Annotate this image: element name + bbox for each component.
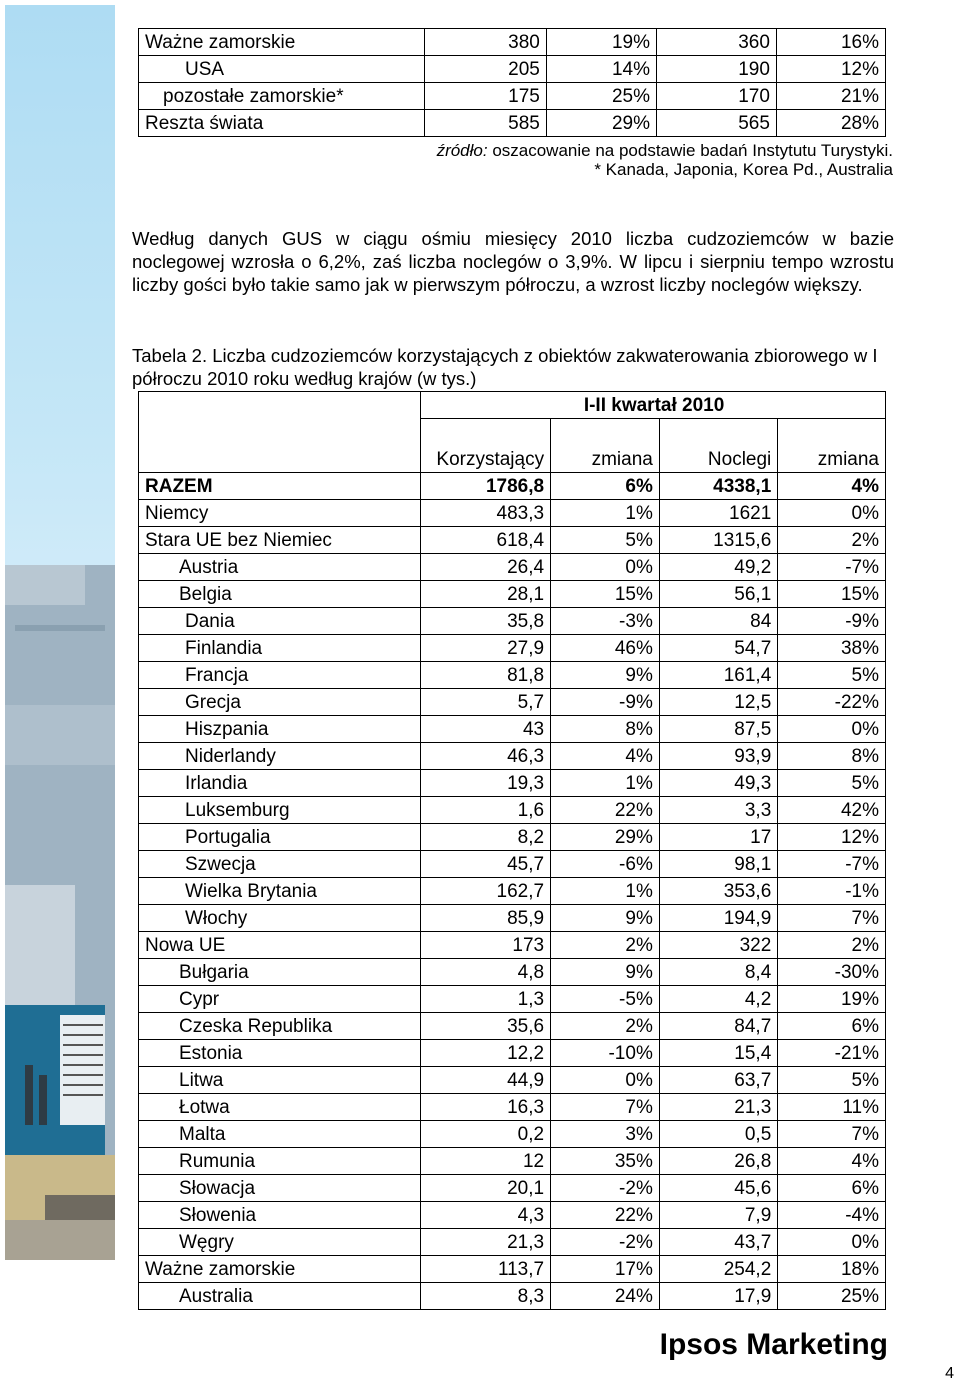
page-number: 4 — [945, 1365, 954, 1382]
row-label: Słowenia — [139, 1202, 421, 1229]
table-row — [139, 29, 886, 56]
cell-value: 4% — [551, 743, 660, 770]
cell-value: 565 — [656, 110, 776, 137]
row-label: Ważne zamorskie — [139, 29, 425, 56]
col-header-visitors: Korzystający — [421, 419, 551, 473]
table-row — [139, 581, 886, 608]
row-label: Wielka Brytania — [139, 878, 421, 905]
cell-value: 9% — [551, 905, 660, 932]
cell-value: 25% — [546, 83, 656, 110]
row-label: Łotwa — [139, 1094, 421, 1121]
row-label: Czeska Republika — [139, 1013, 421, 1040]
cell-value: 18% — [778, 1256, 886, 1283]
row-label: Włochy — [139, 905, 421, 932]
table-row — [139, 932, 886, 959]
cell-value: 1% — [551, 878, 660, 905]
cell-value: 98,1 — [659, 851, 777, 878]
cell-value: 5% — [778, 662, 886, 689]
cell-value: -9% — [778, 608, 886, 635]
cell-value: 43 — [421, 716, 551, 743]
cell-value: 9% — [551, 662, 660, 689]
cell-value: 360 — [656, 29, 776, 56]
cell-value: 173 — [421, 932, 551, 959]
row-label: Niemcy — [139, 500, 421, 527]
cell-value: 7,9 — [659, 1202, 777, 1229]
table-row — [139, 110, 886, 137]
cell-value: 5% — [778, 1067, 886, 1094]
table-row — [139, 1283, 886, 1310]
cell-value: 17% — [551, 1256, 660, 1283]
table-row — [139, 716, 886, 743]
table-row — [139, 56, 886, 83]
cell-value: -30% — [778, 959, 886, 986]
row-label: Ważne zamorskie — [139, 1256, 421, 1283]
cell-value: 44,9 — [421, 1067, 551, 1094]
row-label: Francja — [139, 662, 421, 689]
cell-value: -2% — [551, 1229, 660, 1256]
row-label: Litwa — [139, 1067, 421, 1094]
cell-value: 162,7 — [421, 878, 551, 905]
col-header-nights: Noclegi — [659, 419, 777, 473]
cell-value: 5% — [778, 770, 886, 797]
cell-value: 43,7 — [659, 1229, 777, 1256]
cell-value: 6% — [778, 1013, 886, 1040]
cell-value: 24% — [551, 1283, 660, 1310]
cell-value: 42% — [778, 797, 886, 824]
cell-value: 1,3 — [421, 986, 551, 1013]
cell-value: 28,1 — [421, 581, 551, 608]
table-row — [139, 689, 886, 716]
main-data-table — [138, 391, 886, 1310]
cell-value: 45,6 — [659, 1175, 777, 1202]
table-row — [139, 770, 886, 797]
table-row — [139, 608, 886, 635]
table-row — [139, 1013, 886, 1040]
cell-value: -9% — [551, 689, 660, 716]
cell-value: 12,5 — [659, 689, 777, 716]
cell-value: 7% — [551, 1094, 660, 1121]
cell-value: 17,9 — [659, 1283, 777, 1310]
row-label: Rumunia — [139, 1148, 421, 1175]
cell-value: 35,6 — [421, 1013, 551, 1040]
cell-value: 175 — [424, 83, 546, 110]
cell-value: 21,3 — [659, 1094, 777, 1121]
cell-value: 1786,8 — [421, 473, 551, 500]
cell-value: 12,2 — [421, 1040, 551, 1067]
cell-value: 49,2 — [659, 554, 777, 581]
cell-value: 1315,6 — [659, 527, 777, 554]
cell-value: 16,3 — [421, 1094, 551, 1121]
row-label: Grecja — [139, 689, 421, 716]
cell-value: -10% — [551, 1040, 660, 1067]
cell-value: 35,8 — [421, 608, 551, 635]
row-label: Irlandia — [139, 770, 421, 797]
cell-value: 16% — [776, 29, 885, 56]
table-row — [139, 1148, 886, 1175]
cell-value: 2% — [778, 527, 886, 554]
table-row — [139, 797, 886, 824]
source-text: oszacowanie na podstawie badań Instytutu Turystyki. — [487, 141, 893, 160]
table-row — [139, 1121, 886, 1148]
row-label: Nowa UE — [139, 932, 421, 959]
source-note — [130, 140, 893, 161]
cell-value: 19% — [546, 29, 656, 56]
table-row — [139, 1094, 886, 1121]
cell-value: 14% — [546, 56, 656, 83]
cell-value: 28% — [776, 110, 885, 137]
cell-value: 170 — [656, 83, 776, 110]
table-row — [139, 554, 886, 581]
cell-value: 11% — [778, 1094, 886, 1121]
row-label: Reszta świata — [139, 110, 425, 137]
cell-value: -22% — [778, 689, 886, 716]
row-label: USA — [139, 56, 425, 83]
cell-value: 15% — [778, 581, 886, 608]
row-label: Cypr — [139, 986, 421, 1013]
cell-value: 12 — [421, 1148, 551, 1175]
cell-value: -21% — [778, 1040, 886, 1067]
table-row — [139, 527, 886, 554]
table-row — [139, 743, 886, 770]
cell-value: -5% — [551, 986, 660, 1013]
cell-value: 8% — [778, 743, 886, 770]
cell-value: 161,4 — [659, 662, 777, 689]
source-prefix: źródło: — [436, 141, 488, 160]
cell-value: 26,8 — [659, 1148, 777, 1175]
table-row — [139, 1256, 886, 1283]
cell-value: 0,5 — [659, 1121, 777, 1148]
table-row — [139, 473, 886, 500]
row-label: Luksemburg — [139, 797, 421, 824]
cell-value: 29% — [551, 824, 660, 851]
cell-value: 254,2 — [659, 1256, 777, 1283]
row-label: Australia — [139, 1283, 421, 1310]
cell-value: 4,2 — [659, 986, 777, 1013]
cell-value: 0% — [778, 500, 886, 527]
period-header: I-II kwartał 2010 — [421, 392, 886, 419]
cell-value: 3% — [551, 1121, 660, 1148]
cell-value: 205 — [424, 56, 546, 83]
cell-value: 12% — [778, 824, 886, 851]
header-period-row — [139, 392, 886, 419]
cell-value: 6% — [551, 473, 660, 500]
table-row — [139, 662, 886, 689]
cell-value: -1% — [778, 878, 886, 905]
cell-value: 15% — [551, 581, 660, 608]
row-label: Słowacja — [139, 1175, 421, 1202]
cell-value: 17 — [659, 824, 777, 851]
row-label: Finlandia — [139, 635, 421, 662]
cell-value: 26,4 — [421, 554, 551, 581]
row-label: Stara UE bez Niemiec — [139, 527, 421, 554]
cell-value: 46% — [551, 635, 660, 662]
cell-value: 0% — [551, 554, 660, 581]
row-label: pozostałe zamorskie* — [139, 83, 425, 110]
cell-value: 2% — [778, 932, 886, 959]
cell-value: 618,4 — [421, 527, 551, 554]
cell-value: 45,7 — [421, 851, 551, 878]
cell-value: 46,3 — [421, 743, 551, 770]
table-row — [139, 1229, 886, 1256]
cell-value: 380 — [424, 29, 546, 56]
cell-value: 1621 — [659, 500, 777, 527]
cell-value: 54,7 — [659, 635, 777, 662]
row-label: Węgry — [139, 1229, 421, 1256]
table-row — [139, 959, 886, 986]
cell-value: 4338,1 — [659, 473, 777, 500]
cell-value: -4% — [778, 1202, 886, 1229]
header-empty-cell — [139, 392, 421, 473]
cell-value: 38% — [778, 635, 886, 662]
cell-value: 19,3 — [421, 770, 551, 797]
cell-value: 63,7 — [659, 1067, 777, 1094]
cell-value: 15,4 — [659, 1040, 777, 1067]
cell-value: 194,9 — [659, 905, 777, 932]
cell-value: 2% — [551, 1013, 660, 1040]
cell-value: 84,7 — [659, 1013, 777, 1040]
cell-value: 1,6 — [421, 797, 551, 824]
cell-value: 35% — [551, 1148, 660, 1175]
cell-value: 353,6 — [659, 878, 777, 905]
row-label: Bułgaria — [139, 959, 421, 986]
table-row — [139, 851, 886, 878]
row-label: Belgia — [139, 581, 421, 608]
table-row — [139, 1175, 886, 1202]
table-row — [139, 1202, 886, 1229]
cell-value: 1% — [551, 500, 660, 527]
cell-value: 0% — [551, 1067, 660, 1094]
cell-value: -6% — [551, 851, 660, 878]
cell-value: 190 — [656, 56, 776, 83]
cell-value: 585 — [424, 110, 546, 137]
cell-value: -3% — [551, 608, 660, 635]
cell-value: 8% — [551, 716, 660, 743]
cell-value: 113,7 — [421, 1256, 551, 1283]
cell-value: 8,4 — [659, 959, 777, 986]
row-label: Szwecja — [139, 851, 421, 878]
cell-value: 22% — [551, 1202, 660, 1229]
row-label: Hiszpania — [139, 716, 421, 743]
cell-value: 5,7 — [421, 689, 551, 716]
cell-value: 6% — [778, 1175, 886, 1202]
brand-footer: Ipsos Marketing — [659, 1328, 888, 1361]
table-row — [139, 986, 886, 1013]
cell-value: 21,3 — [421, 1229, 551, 1256]
table-caption: Tabela 2. Liczba cudzoziemców korzystających z obiektów zakwaterowania zbiorowego w I półroczu 2010 roku według krajów (w tys.) — [132, 345, 878, 389]
cell-value: 81,8 — [421, 662, 551, 689]
cell-value: 49,3 — [659, 770, 777, 797]
footnote: * Kanada, Japonia, Korea Pd., Australia — [594, 160, 893, 179]
row-label: Austria — [139, 554, 421, 581]
cell-value: 4% — [778, 473, 886, 500]
cell-value: 29% — [546, 110, 656, 137]
table-row — [139, 500, 886, 527]
cell-value: 27,9 — [421, 635, 551, 662]
table-row — [139, 1040, 886, 1067]
cell-value: 4% — [778, 1148, 886, 1175]
cell-value: 483,3 — [421, 500, 551, 527]
row-label: Niderlandy — [139, 743, 421, 770]
cell-value: 19% — [778, 986, 886, 1013]
row-label: RAZEM — [139, 473, 421, 500]
cell-value: 87,5 — [659, 716, 777, 743]
cell-value: 84 — [659, 608, 777, 635]
cell-value: 25% — [778, 1283, 886, 1310]
cell-value: 12% — [776, 56, 885, 83]
cell-value: 7% — [778, 905, 886, 932]
cell-value: 21% — [776, 83, 885, 110]
table-row — [139, 1067, 886, 1094]
cell-value: 22% — [551, 797, 660, 824]
table-row — [139, 83, 886, 110]
cell-value: 5% — [551, 527, 660, 554]
body-paragraph: Według danych GUS w ciągu ośmiu miesięcy 2010 liczba cudzoziemców w bazie noclegowej wzrosła o 6,2%, zaś liczba noclegów o 3,9%. W lipcu i sierpniu tempo wzrostu liczby gości było takie samo jak w pierwszym półroczu, a wzrost liczby noclegów większy. — [132, 228, 894, 295]
cell-value: 8,3 — [421, 1283, 551, 1310]
cell-value: 0% — [778, 1229, 886, 1256]
col-header-change-1: zmiana — [551, 419, 660, 473]
city-illustration — [5, 5, 115, 1260]
cell-value: 8,2 — [421, 824, 551, 851]
cell-value: 1% — [551, 770, 660, 797]
cell-value: 0% — [778, 716, 886, 743]
cell-value: 85,9 — [421, 905, 551, 932]
cell-value: 322 — [659, 932, 777, 959]
col-header-change-2: zmiana — [778, 419, 886, 473]
cell-value: 9% — [551, 959, 660, 986]
cell-value: 7% — [778, 1121, 886, 1148]
row-label: Portugalia — [139, 824, 421, 851]
cell-value: 0,2 — [421, 1121, 551, 1148]
row-label: Estonia — [139, 1040, 421, 1067]
cell-value: -7% — [778, 851, 886, 878]
cell-value: -2% — [551, 1175, 660, 1202]
cell-value: 4,3 — [421, 1202, 551, 1229]
cell-value: 93,9 — [659, 743, 777, 770]
top-continuation-table — [138, 28, 886, 137]
row-label: Malta — [139, 1121, 421, 1148]
cell-value: 56,1 — [659, 581, 777, 608]
table-row — [139, 635, 886, 662]
decorative-sidebar-illustration — [5, 5, 115, 1260]
cell-value: 4,8 — [421, 959, 551, 986]
cell-value: 3,3 — [659, 797, 777, 824]
table-row — [139, 824, 886, 851]
cell-value: 20,1 — [421, 1175, 551, 1202]
table-row — [139, 905, 886, 932]
cell-value: -7% — [778, 554, 886, 581]
cell-value: 2% — [551, 932, 660, 959]
row-label: Dania — [139, 608, 421, 635]
table-row — [139, 878, 886, 905]
